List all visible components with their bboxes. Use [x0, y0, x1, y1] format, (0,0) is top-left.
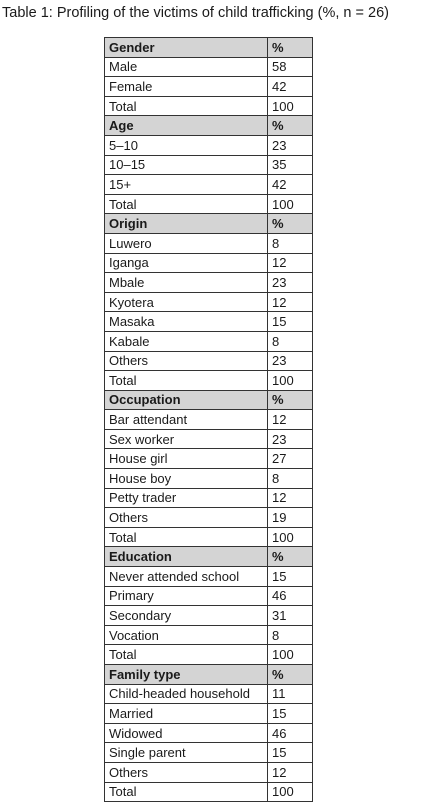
row-percent: 8 — [268, 331, 313, 351]
row-label: House girl — [105, 449, 268, 469]
section-title: Education — [105, 547, 268, 567]
table-row — [105, 625, 313, 645]
row-percent: 15 — [268, 567, 313, 587]
table-row — [105, 488, 313, 508]
section-title: Origin — [105, 214, 268, 234]
row-percent: 100 — [268, 371, 313, 391]
table-row — [105, 351, 313, 371]
row-label: Masaka — [105, 312, 268, 332]
section-unit: % — [268, 390, 313, 410]
row-label: Vocation — [105, 625, 268, 645]
row-percent: 100 — [268, 527, 313, 547]
table-row — [105, 567, 313, 587]
section-unit: % — [268, 665, 313, 685]
table-row — [105, 175, 313, 195]
row-label: Total — [105, 527, 268, 547]
row-percent: 19 — [268, 508, 313, 528]
row-percent: 46 — [268, 723, 313, 743]
table-row — [105, 312, 313, 332]
section-unit: % — [268, 116, 313, 136]
row-label: Married — [105, 704, 268, 724]
section-header-row — [105, 665, 313, 685]
table-row — [105, 723, 313, 743]
table-row — [105, 292, 313, 312]
table-row — [105, 762, 313, 782]
row-label: Kabale — [105, 331, 268, 351]
row-label: Total — [105, 782, 268, 802]
table-row — [105, 57, 313, 77]
section-unit: % — [268, 547, 313, 567]
row-label: 10–15 — [105, 155, 268, 175]
row-percent: 46 — [268, 586, 313, 606]
row-percent: 42 — [268, 77, 313, 97]
row-label: 15+ — [105, 175, 268, 195]
row-label: Secondary — [105, 606, 268, 626]
section-header-row — [105, 116, 313, 136]
table-row — [105, 449, 313, 469]
section-title: Age — [105, 116, 268, 136]
row-percent: 42 — [268, 175, 313, 195]
table-row — [105, 743, 313, 763]
table-row — [105, 410, 313, 430]
table-row — [105, 96, 313, 116]
row-label: Female — [105, 77, 268, 97]
row-label: Total — [105, 194, 268, 214]
table-row — [105, 429, 313, 449]
row-percent: 100 — [268, 194, 313, 214]
row-percent: 23 — [268, 273, 313, 293]
section-unit: % — [268, 38, 313, 58]
row-percent: 100 — [268, 645, 313, 665]
section-header-row — [105, 214, 313, 234]
victim-profile-table — [104, 37, 313, 802]
row-percent: 12 — [268, 410, 313, 430]
row-percent: 8 — [268, 469, 313, 489]
row-percent: 23 — [268, 429, 313, 449]
row-percent: 12 — [268, 292, 313, 312]
table-row — [105, 331, 313, 351]
row-label: Others — [105, 508, 268, 528]
table-row — [105, 527, 313, 547]
table-row — [105, 469, 313, 489]
row-percent: 12 — [268, 253, 313, 273]
table-row — [105, 253, 313, 273]
row-label: Others — [105, 762, 268, 782]
row-percent: 23 — [268, 351, 313, 371]
row-percent: 27 — [268, 449, 313, 469]
row-label: Iganga — [105, 253, 268, 273]
row-label: Kyotera — [105, 292, 268, 312]
table-row — [105, 135, 313, 155]
table-row — [105, 586, 313, 606]
row-percent: 12 — [268, 488, 313, 508]
row-label: Single parent — [105, 743, 268, 763]
table-row — [105, 233, 313, 253]
section-title: Occupation — [105, 390, 268, 410]
table-row — [105, 645, 313, 665]
table-row — [105, 273, 313, 293]
row-label: Male — [105, 57, 268, 77]
row-label: Child-headed household — [105, 684, 268, 704]
table-row — [105, 194, 313, 214]
row-percent: 35 — [268, 155, 313, 175]
section-title: Gender — [105, 38, 268, 58]
row-percent: 11 — [268, 684, 313, 704]
table-row — [105, 704, 313, 724]
row-label: Sex worker — [105, 429, 268, 449]
row-label: Never attended school — [105, 567, 268, 587]
section-header-row — [105, 390, 313, 410]
row-percent: 100 — [268, 782, 313, 802]
row-percent: 12 — [268, 762, 313, 782]
row-label: Luwero — [105, 233, 268, 253]
table-caption: Table 1: Profiling of the victims of child trafficking (%, n = 26) — [2, 5, 389, 21]
table-body — [105, 38, 313, 802]
row-label: Total — [105, 96, 268, 116]
table-row — [105, 155, 313, 175]
section-unit: % — [268, 214, 313, 234]
row-label: Primary — [105, 586, 268, 606]
row-percent: 8 — [268, 625, 313, 645]
row-label: Total — [105, 371, 268, 391]
row-label: Mbale — [105, 273, 268, 293]
row-percent: 58 — [268, 57, 313, 77]
row-label: House boy — [105, 469, 268, 489]
row-label: 5–10 — [105, 135, 268, 155]
row-label: Petty trader — [105, 488, 268, 508]
row-percent: 15 — [268, 704, 313, 724]
table-row — [105, 77, 313, 97]
row-label: Total — [105, 645, 268, 665]
row-percent: 15 — [268, 743, 313, 763]
row-percent: 15 — [268, 312, 313, 332]
row-percent: 100 — [268, 96, 313, 116]
row-percent: 23 — [268, 135, 313, 155]
section-title: Family type — [105, 665, 268, 685]
section-header-row — [105, 38, 313, 58]
table-row — [105, 508, 313, 528]
table-row — [105, 782, 313, 802]
row-label: Others — [105, 351, 268, 371]
row-label: Widowed — [105, 723, 268, 743]
row-percent: 31 — [268, 606, 313, 626]
section-header-row — [105, 547, 313, 567]
table-row — [105, 371, 313, 391]
table-row — [105, 684, 313, 704]
row-percent: 8 — [268, 233, 313, 253]
table-row — [105, 606, 313, 626]
row-label: Bar attendant — [105, 410, 268, 430]
